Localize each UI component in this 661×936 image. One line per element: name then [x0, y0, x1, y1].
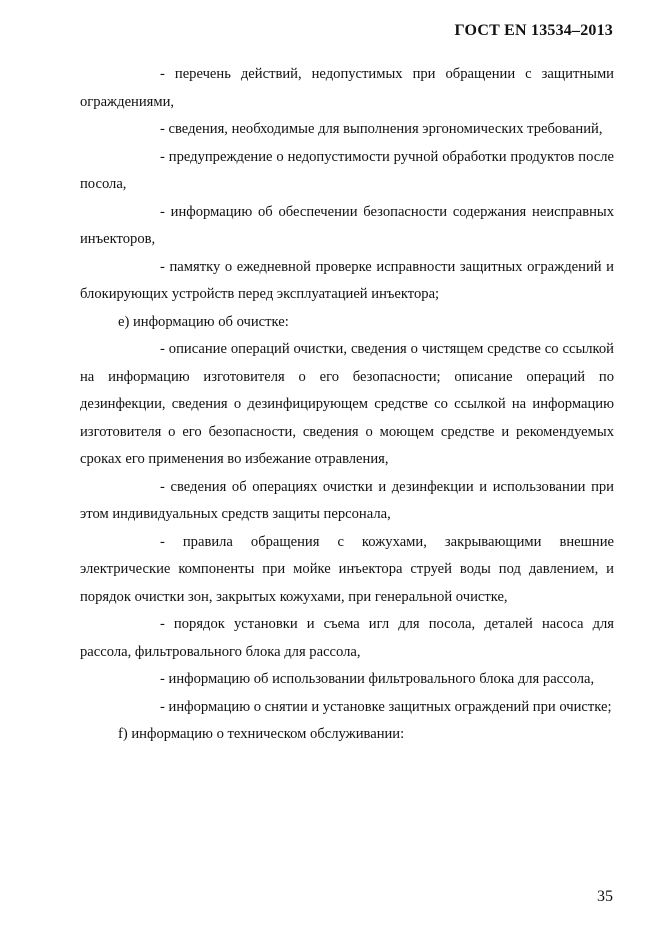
paragraph-bullet: - памятку о ежедневной проверке исправности защитных ограждений и блокирующих устройств перед эксплуатацией инъектора;: [80, 258, 614, 302]
paragraph-bullet: - сведения об операциях очистки и дезинфекции и использовании при этом индивидуальных средств защиты персонала,: [80, 478, 614, 522]
paragraph-bullet: - правила обращения с кожухами, закрывающими внешние электрические компоненты при мойке инъектора струей воды под давлением, и порядок очистки зон, закрытых кожухами, при генеральной очистке,: [80, 533, 614, 605]
page-number: 35: [597, 888, 613, 905]
paragraph-bullet: - информацию о снятии и установке защитных ограждений при очистке;: [160, 698, 612, 715]
paragraph-bullet: - порядок установки и съема игл для посола, деталей насоса для рассола, фильтровального блока для рассола,: [80, 616, 614, 660]
paragraph-bullet: - информацию об обеспечении безопасности содержания неисправных инъекторов,: [80, 203, 614, 247]
paragraph-bullet: - предупреждение о недопустимости ручной обработки продуктов после посола,: [80, 148, 614, 192]
paragraph-list-item: f) информацию о техническом обслуживании:: [118, 726, 405, 742]
paragraph-bullet: - описание операций очистки, сведения о чистящем средстве со ссылкой на информацию изготовителя о его безопасности; описание операций по дезинфекции, сведения о дезинфицирующем средстве со ссылкой на информацию изготовителя о его безопасности, сведения о моющем средстве и рекомендуемых сроках его применения во избежание отравления,: [80, 341, 614, 467]
document-body: [80, 61, 614, 749]
document-header: ГОСТ EN 13534–2013: [454, 22, 613, 39]
paragraph-bullet: - информацию об использовании фильтровального блока для рассола,: [160, 671, 595, 687]
paragraph-bullet: - перечень действий, недопустимых при обращении с защитными ограждениями,: [80, 66, 614, 110]
paragraph-bullet: - сведения, необходимые для выполнения эргономических требований,: [160, 121, 603, 137]
paragraph-list-item: e) информацию об очистке:: [118, 313, 289, 330]
